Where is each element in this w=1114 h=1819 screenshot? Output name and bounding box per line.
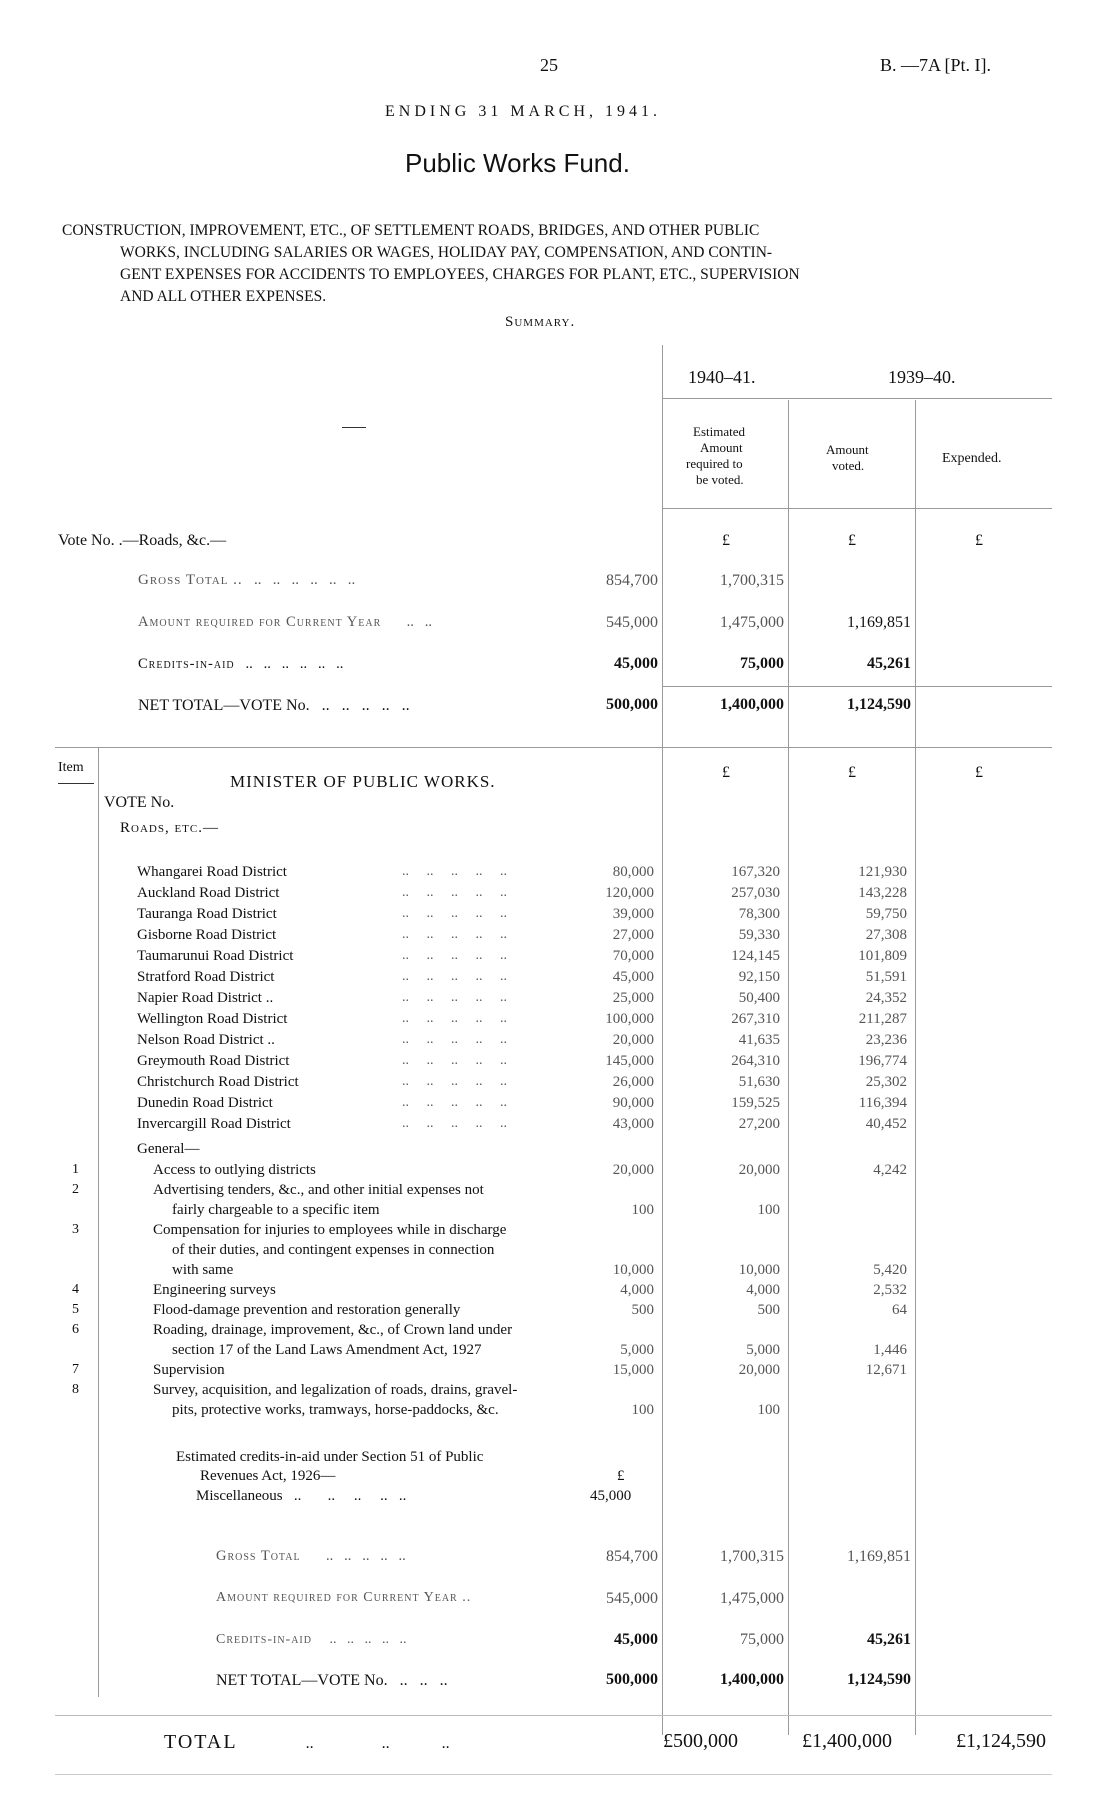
district-value-3: 196,774 <box>858 1053 907 1069</box>
district-value-2: 167,320 <box>731 864 780 880</box>
general-value-1: 100 <box>631 1202 654 1218</box>
district-name: Taumarunui Road District <box>137 948 294 964</box>
item-header-rule <box>58 783 94 784</box>
district-value-1: 120,000 <box>605 885 654 901</box>
total-rule <box>55 1715 1052 1716</box>
general-value-3: 64 <box>892 1302 907 1318</box>
district-value-3: 23,236 <box>865 1032 907 1048</box>
general-value-3: 5,420 <box>873 1262 907 1278</box>
leader-dots: .. .. .. .. .. <box>402 948 507 963</box>
district-name: Auckland Road District <box>137 885 280 901</box>
district-name: Tauranga Road District <box>137 906 277 922</box>
district-value-1: 45,000 <box>612 969 654 985</box>
general-item-text: Access to outlying districts <box>153 1162 316 1178</box>
district-value-2: 257,030 <box>731 885 780 901</box>
total-value-1: £500,000 <box>663 1730 738 1752</box>
misc-label: Miscellaneous .. .. .. .. .. <box>196 1488 407 1504</box>
caption-line-1: CONSTRUCTION, IMPROVEMENT, ETC., OF SETTLEMENT ROADS, BRIDGES, AND OTHER PUBLIC <box>62 222 760 239</box>
district-name: Christchurch Road District <box>137 1074 299 1090</box>
leader-dots: .. .. .. .. .. <box>402 906 507 921</box>
leader-dots: .. .. .. .. .. <box>402 990 507 1005</box>
leader-dots: .. .. .. .. .. <box>402 1032 507 1047</box>
item-number: 1 <box>72 1162 79 1177</box>
district-name: Gisborne Road District <box>137 927 277 943</box>
col-voted-l2: voted. <box>832 458 865 473</box>
page-title: Public Works Fund. <box>405 148 630 178</box>
district-value-2: 159,525 <box>731 1095 780 1111</box>
item-number: 6 <box>72 1322 79 1337</box>
general-value-1: 5,000 <box>620 1342 654 1358</box>
caption-line-2: WORKS, INCLUDING SALARIES OR WAGES, HOLIDAY PAY, COMPENSATION, AND CONTIN- <box>120 244 773 261</box>
general-value-1: 500 <box>631 1302 654 1318</box>
general-value-1: 10,000 <box>612 1262 654 1278</box>
detail-credits-2: 75,000 <box>740 1631 784 1648</box>
district-value-2: 51,630 <box>738 1074 780 1090</box>
general-item-text: pits, protective works, tramways, horse-paddocks, &c. <box>172 1402 499 1418</box>
currency-2: £ <box>848 532 856 549</box>
district-value-2: 267,310 <box>731 1011 780 1027</box>
detail-currency-3: £ <box>975 764 983 781</box>
detail-rule <box>55 747 1052 748</box>
district-value-1: 100,000 <box>605 1011 654 1027</box>
item-number: 4 <box>72 1282 79 1297</box>
summary-credits-label: Credits-in-aid .. .. .. .. .. .. <box>138 656 344 672</box>
general-value-2: 10,000 <box>738 1262 780 1278</box>
general-value-1: 100 <box>631 1402 654 1418</box>
detail-currency-2: £ <box>848 764 856 781</box>
ending-date: ENDING 31 MARCH, 1941. <box>385 103 661 120</box>
summary-credits-1: 45,000 <box>614 655 658 672</box>
district-value-3: 25,302 <box>865 1074 907 1090</box>
leader-dots: .. .. .. .. .. <box>402 885 507 900</box>
item-number: 8 <box>72 1382 79 1397</box>
district-name: Greymouth Road District <box>137 1053 290 1069</box>
leader-dots: .. .. .. .. .. <box>402 927 507 942</box>
district-name: Stratford Road District <box>137 969 275 985</box>
year-1939-40: 1939–40. <box>888 367 956 387</box>
district-name: Wellington Road District <box>137 1011 288 1027</box>
vote-label: Vote No. .—Roads, &c.— <box>58 532 227 549</box>
general-value-2: 20,000 <box>738 1362 780 1378</box>
general-item-text: Compensation for injuries to employees while in discharge <box>153 1222 507 1238</box>
summary-amount-3: 1,169,851 <box>847 614 911 631</box>
leader-dots: .. .. .. .. .. <box>402 1074 507 1089</box>
detail-currency-1: £ <box>722 764 730 781</box>
general-item-text: section 17 of the Land Laws Amendment Act, 1927 <box>172 1342 482 1358</box>
district-value-1: 39,000 <box>612 906 654 922</box>
item-number: 3 <box>72 1222 79 1237</box>
detail-amount-1: 545,000 <box>606 1590 658 1607</box>
col-estimated-l1: Estimated <box>693 424 745 439</box>
col-estimated-l4: be voted. <box>696 472 744 487</box>
detail-credits-3: 45,261 <box>867 1631 911 1648</box>
district-value-3: 116,394 <box>858 1095 907 1111</box>
district-value-1: 145,000 <box>605 1053 654 1069</box>
district-value-1: 70,000 <box>612 948 654 964</box>
general-value-2: 100 <box>757 1202 780 1218</box>
col-estimated-l3: required to <box>686 456 743 471</box>
general-item-text: fairly chargeable to a specific item <box>172 1202 380 1218</box>
summary-amount-1: 545,000 <box>606 614 658 631</box>
district-value-1: 26,000 <box>612 1074 654 1090</box>
general-item-text: Supervision <box>153 1362 225 1378</box>
district-name: Dunedin Road District <box>137 1095 273 1111</box>
district-value-1: 20,000 <box>612 1032 654 1048</box>
district-name: Nelson Road District .. <box>137 1032 275 1048</box>
general-value-3: 12,671 <box>865 1362 907 1378</box>
summary-rule <box>662 686 1052 687</box>
summary-amount-label: Amount required for Current Year .. .. <box>138 614 432 630</box>
general-heading: General— <box>137 1141 200 1157</box>
district-name: Whangarei Road District <box>137 864 287 880</box>
district-value-3: 101,809 <box>858 948 907 964</box>
bottom-rule <box>55 1774 1052 1775</box>
general-value-2: 500 <box>757 1302 780 1318</box>
general-item-text: Engineering surveys <box>153 1282 276 1298</box>
detail-gross-2: 1,700,315 <box>720 1548 784 1565</box>
currency-1: £ <box>722 532 730 549</box>
general-item-text: Roading, drainage, improvement, &c., of Crown land under <box>153 1322 513 1338</box>
district-value-2: 50,400 <box>738 990 780 1006</box>
leader-dots: .. .. .. .. .. <box>402 969 507 984</box>
general-value-2: 100 <box>757 1402 780 1418</box>
item-number: 5 <box>72 1302 79 1317</box>
district-name: Napier Road District .. <box>137 990 274 1006</box>
district-value-3: 59,750 <box>865 906 907 922</box>
summary-net-label: NET TOTAL—VOTE No. .. .. .. .. .. <box>138 697 410 714</box>
detail-net-2: 1,400,000 <box>720 1671 784 1688</box>
summary-net-3: 1,124,590 <box>847 696 911 713</box>
district-value-2: 78,300 <box>738 906 780 922</box>
detail-credits-label: Credits-in-aid .. .. .. .. .. <box>216 1632 407 1647</box>
doc-code: B. —7A [Pt. I]. <box>880 55 992 75</box>
total-value-2: £1,400,000 <box>802 1730 892 1752</box>
leader-dots: .. .. .. .. .. <box>402 1116 507 1131</box>
general-value-1: 15,000 <box>612 1362 654 1378</box>
district-value-2: 59,330 <box>738 927 780 943</box>
detail-net-1: 500,000 <box>606 1671 658 1688</box>
item-number: 2 <box>72 1182 79 1197</box>
dash-mark <box>342 427 366 428</box>
general-value-2: 5,000 <box>746 1342 780 1358</box>
item-header: Item <box>58 760 84 775</box>
district-value-1: 43,000 <box>612 1116 654 1132</box>
detail-gross-label: Gross Total .. .. .. .. .. <box>216 1548 406 1564</box>
estimated-line-2: Revenues Act, 1926— <box>200 1468 336 1484</box>
district-value-3: 211,287 <box>858 1011 907 1027</box>
leader-dots: .. .. .. .. .. <box>402 1011 507 1026</box>
col-voted-l1: Amount <box>826 442 869 457</box>
summary-amount-2: 1,475,000 <box>720 614 784 631</box>
detail-credits-1: 45,000 <box>614 1631 658 1648</box>
column-rule-3 <box>915 400 916 1735</box>
general-item-text: with same <box>172 1262 234 1278</box>
estimated-currency: £ <box>617 1468 625 1484</box>
summary-net-2: 1,400,000 <box>720 696 784 713</box>
district-value-2: 92,150 <box>738 969 780 985</box>
summary-gross-label: Gross Total .. .. .. .. .. .. .. <box>138 572 356 588</box>
general-value-3: 4,242 <box>873 1162 907 1178</box>
district-value-2: 124,145 <box>731 948 780 964</box>
total-value-3: £1,124,590 <box>956 1730 1046 1752</box>
detail-net-3: 1,124,590 <box>847 1671 911 1688</box>
summary-gross-2: 1,700,315 <box>720 572 784 589</box>
district-value-1: 25,000 <box>612 990 654 1006</box>
header-rule <box>662 508 1052 509</box>
district-value-3: 27,308 <box>865 927 907 943</box>
summary-credits-3: 45,261 <box>867 655 911 672</box>
misc-value: 45,000 <box>590 1488 632 1504</box>
roads-heading: Roads, etc.— <box>120 820 219 836</box>
estimated-line-1: Estimated credits-in-aid under Section 51 of Public <box>176 1449 484 1465</box>
leader-dots: .. .. .. .. .. <box>402 864 507 879</box>
summary-heading: Summary. <box>505 314 576 330</box>
detail-net-label: NET TOTAL—VOTE No. .. .. .. <box>216 1672 448 1689</box>
vote-number: VOTE No. <box>104 794 175 811</box>
item-number: 7 <box>72 1362 79 1377</box>
detail-amount-2: 1,475,000 <box>720 1590 784 1607</box>
district-value-3: 143,228 <box>858 885 907 901</box>
caption-line-3: GENT EXPENSES FOR ACCIDENTS TO EMPLOYEES, CHARGES FOR PLANT, ETC., SUPERVISION <box>120 266 800 283</box>
district-value-3: 40,452 <box>865 1116 907 1132</box>
district-value-3: 51,591 <box>865 969 907 985</box>
detail-amount-label: Amount required for Current Year .. <box>216 1590 472 1605</box>
total-label: TOTAL .. .. .. <box>164 1731 450 1753</box>
year-1940-41: 1940–41. <box>688 367 756 387</box>
minister-heading: MINISTER OF PUBLIC WORKS. <box>230 772 496 791</box>
caption-line-4: AND ALL OTHER EXPENSES. <box>120 288 327 305</box>
summary-credits-2: 75,000 <box>740 655 784 672</box>
general-value-2: 20,000 <box>738 1162 780 1178</box>
general-value-1: 4,000 <box>620 1282 654 1298</box>
item-column-rule <box>98 747 99 1697</box>
detail-gross-1: 854,700 <box>606 1548 658 1565</box>
col-estimated-l2: Amount <box>700 440 743 455</box>
general-value-3: 1,446 <box>873 1342 907 1358</box>
general-value-2: 4,000 <box>746 1282 780 1298</box>
general-item-text: of their duties, and contingent expenses in connection <box>172 1242 495 1258</box>
general-item-text: Advertising tenders, &c., and other initial expenses not <box>153 1182 484 1198</box>
district-value-3: 121,930 <box>858 864 907 880</box>
general-value-1: 20,000 <box>612 1162 654 1178</box>
general-item-text: Flood-damage prevention and restoration generally <box>153 1302 461 1318</box>
district-value-2: 264,310 <box>731 1053 780 1069</box>
summary-net-1: 500,000 <box>606 696 658 713</box>
summary-gross-1: 854,700 <box>606 572 658 589</box>
district-value-1: 80,000 <box>612 864 654 880</box>
page-number: 25 <box>540 55 558 75</box>
district-value-2: 27,200 <box>738 1116 780 1132</box>
leader-dots: .. .. .. .. .. <box>402 1095 507 1110</box>
leader-dots: .. .. .. .. .. <box>402 1053 507 1068</box>
col-expended: Expended. <box>942 451 1002 466</box>
district-value-2: 41,635 <box>738 1032 780 1048</box>
district-name: Invercargill Road District <box>137 1116 291 1132</box>
currency-3: £ <box>975 532 983 549</box>
district-value-1: 90,000 <box>612 1095 654 1111</box>
year-divider <box>662 398 1052 399</box>
district-value-3: 24,352 <box>865 990 907 1006</box>
general-item-text: Survey, acquisition, and legalization of roads, drains, gravel- <box>153 1382 518 1398</box>
district-value-1: 27,000 <box>612 927 654 943</box>
general-value-3: 2,532 <box>873 1282 907 1298</box>
detail-gross-3: 1,169,851 <box>847 1548 911 1565</box>
